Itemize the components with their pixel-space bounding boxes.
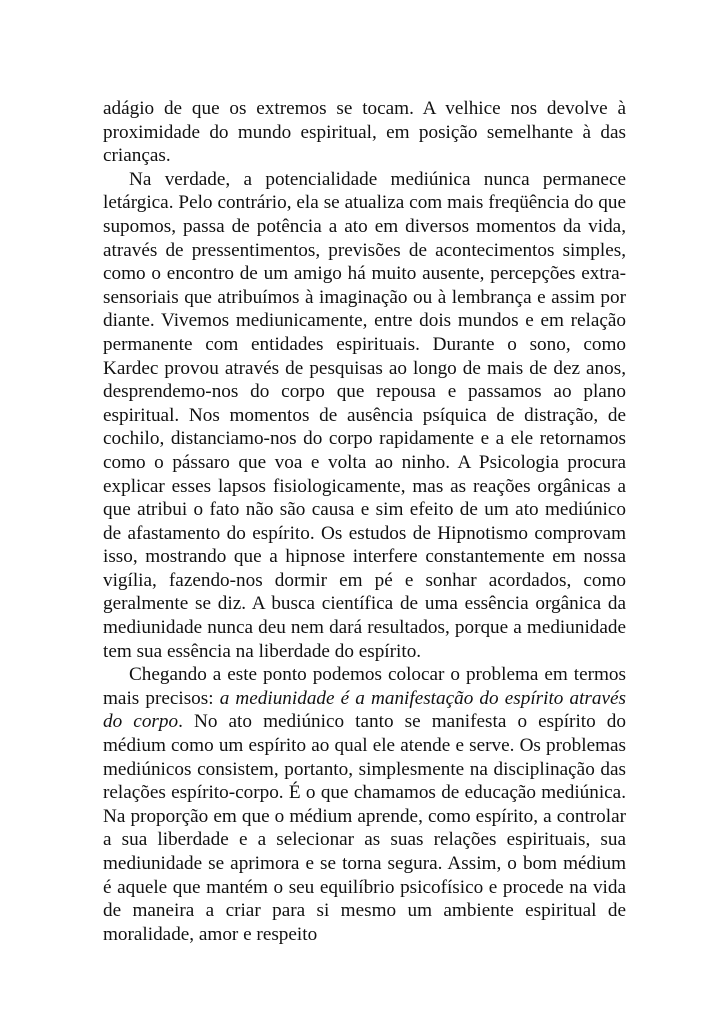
- paragraph-3-text-after: . No ato mediúnico tanto se manifesta o espírito do médium como um espírito ao qual ele atende e serve. Os problemas mediúnicos consistem, portanto, simplesmente na disciplinação das relações espírito-corpo. É o que chamamos de educação mediúnica. Na proporção em que o médium aprende, como espírito, a controlar a sua liberdade e a selecionar as suas relações espirituais, sua mediunidade se aprimora e se torna segura. Assim, o bom médium é aquele que mantém o seu equilíbrio psicofísico e procede na vida de maneira a criar para si mesmo um ambiente espiritual de moralidade, amor e respeito: [103, 711, 626, 945]
- document-page: [103, 97, 626, 946]
- paragraph-1: adágio de que os extremos se tocam. A velhice nos devolve à proximidade do mundo espiritual, em posição semelhante à das crianças.: [103, 98, 626, 167]
- paragraph-3-text-before: Chegando a este ponto podemos colocar o problema em termos mais precisos:: [103, 664, 626, 709]
- paragraph-3: [103, 663, 626, 946]
- paragraph-2: Na verdade, a potencialidade mediúnica nunca permanece letárgica. Pelo contrário, ela se atualiza com mais freqüência do que supomos, passa de potência a ato em diversos momentos da vida, através de pressentimentos, previsões de acontecimentos simples, como o encontro de um amigo há muito ausente, percepções extra-sensoriais que atribuímos à imaginação ou à lembrança e assim por diante. Vivemos mediunicamente, entre dois mundos e em relação permanente com entidades espirituais. Durante o sono, como Kardec provou através de pesquisas ao longo de mais de dez anos, desprendemo-nos do corpo que repousa e passamos ao plano espiritual. Nos momentos de ausência psíquica de distração, de cochilo, distanciamo-nos do corpo rapidamente e a ele retornamos como o pássaro que voa e volta ao ninho. A Psicologia procura explicar esses lapsos fisiologicamente, mas as reações orgânicas a que atribui o fato não são causa e sim efeito de um ato mediúnico de afastamento do espírito. Os estudos de Hipnotismo comprovam isso, mostrando que a hipnose interfere constantemente em nossa vigília, fazendo-nos dormir em pé e sonhar acordados, como geralmente se diz. A busca científica de uma essência orgânica da mediunidade nunca deu nem dará resultados, porque a mediunidade tem sua essência na liberdade do espírito.: [103, 168, 626, 662]
- paragraph-3-emphasis: a mediunidade é a manifestação do espírito através do corpo: [103, 687, 626, 733]
